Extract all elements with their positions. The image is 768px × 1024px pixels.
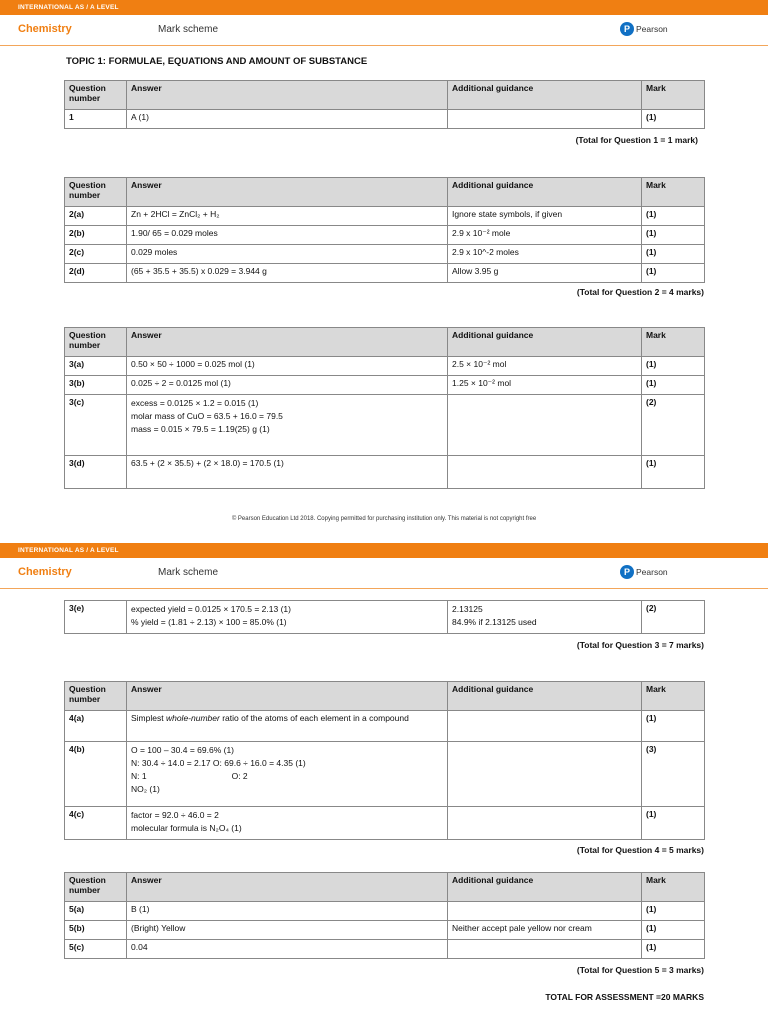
table-header-row [65, 328, 705, 357]
answer-line: molar mass of CuO = 63.5 + 16.0 = 79.5 [131, 411, 283, 421]
col-guidance: Additional guidance [448, 328, 642, 357]
col-question: Question number [65, 682, 127, 711]
question-2-total: (Total for Question 2 = 4 marks) [576, 287, 704, 297]
answer-cell: 63.5 + (2 × 35.5) + (2 × 18.0) = 170.5 (1) [127, 456, 448, 489]
guidance-cell [448, 807, 642, 840]
brand [620, 565, 668, 579]
mark-cell: (2) [642, 395, 705, 456]
col-mark: Mark [642, 873, 705, 902]
mark-cell: (1) [642, 921, 705, 940]
col-mark: Mark [642, 328, 705, 357]
guidance-line: 84.9% if 2.13125 used [452, 617, 537, 627]
guidance-cell [448, 711, 642, 742]
ratio-o: O: 2 [231, 771, 248, 781]
guidance-cell: 2.9 x 10⁻² mole [448, 226, 642, 245]
answer-line [131, 770, 443, 783]
table-header-row [65, 178, 705, 207]
question-5-total: (Total for Question 5 = 3 marks) [576, 965, 704, 975]
answer-cell: 0.025 ÷ 2 = 0.0125 mol (1) [127, 376, 448, 395]
mark-cell: (1) [642, 940, 705, 959]
table-header-row [65, 682, 705, 711]
answer-cell [127, 807, 448, 840]
question-5-table [64, 872, 705, 959]
col-guidance: Additional guidance [448, 178, 642, 207]
col-question: Question number [65, 873, 127, 902]
answer-line: mass = 0.015 × 79.5 = 1.19(25) g (1) [131, 424, 270, 434]
col-mark: Mark [642, 682, 705, 711]
question-number: 4(a) [65, 711, 127, 742]
answer-line: expected yield = 0.0125 × 170.5 = 2.13 (1) [131, 604, 291, 614]
subject-title: Chemistry [18, 566, 72, 578]
table-row [65, 376, 705, 395]
mark-cell: (1) [642, 226, 705, 245]
brand-name: Pearson [636, 567, 668, 577]
col-answer: Answer [127, 682, 448, 711]
col-answer: Answer [127, 873, 448, 902]
col-mark: Mark [642, 81, 705, 110]
question-1-table [64, 80, 705, 129]
brand-name: Pearson [636, 24, 668, 34]
col-guidance: Additional guidance [448, 81, 642, 110]
brand [620, 22, 668, 36]
question-2-table [64, 177, 705, 283]
question-number: 5(b) [65, 921, 127, 940]
table-row [65, 902, 705, 921]
question-number: 4(b) [65, 742, 127, 807]
col-question: Question number [65, 328, 127, 357]
answer-text-start: Simplest [131, 713, 166, 723]
level-banner: INTERNATIONAL AS / A LEVEL [0, 543, 768, 558]
question-1-total: (Total for Question 1 = 1 mark) [575, 135, 698, 145]
mark-cell: (1) [642, 807, 705, 840]
question-4-total: (Total for Question 4 = 5 marks) [576, 845, 704, 855]
table-row [65, 456, 705, 489]
table-row [65, 940, 705, 959]
table-header-row [65, 81, 705, 110]
guidance-cell [448, 601, 642, 634]
guidance-cell [448, 110, 642, 129]
guidance-cell: 2.9 x 10^-2 moles [448, 245, 642, 264]
guidance-cell [448, 940, 642, 959]
guidance-cell [448, 456, 642, 489]
question-3-continued-table [64, 600, 705, 634]
table-row [65, 264, 705, 283]
table-row [65, 921, 705, 940]
mark-cell: (1) [642, 207, 705, 226]
mark-cell: (1) [642, 902, 705, 921]
pearson-logo-icon: P [620, 565, 634, 579]
table-row [65, 601, 705, 634]
mark-cell: (2) [642, 601, 705, 634]
answer-cell: (Bright) Yellow [127, 921, 448, 940]
answer-cell: A (1) [127, 110, 448, 129]
question-number: 5(c) [65, 940, 127, 959]
question-number: 3(d) [65, 456, 127, 489]
guidance-cell: Ignore state symbols, if given [448, 207, 642, 226]
question-number: 2(d) [65, 264, 127, 283]
answer-line: O = 100 – 30.4 = 69.6% (1) [131, 745, 235, 755]
answer-cell: 0.50 × 50 ÷ 1000 = 0.025 mol (1) [127, 357, 448, 376]
page-header [0, 558, 768, 589]
col-answer: Answer [127, 178, 448, 207]
mark-cell: (1) [642, 110, 705, 129]
table-row [65, 207, 705, 226]
table-row [65, 110, 705, 129]
guidance-cell: 2.5 × 10⁻² mol [448, 357, 642, 376]
question-number: 2(b) [65, 226, 127, 245]
answer-cell: 0.04 [127, 940, 448, 959]
page-header [0, 15, 768, 46]
level-banner: INTERNATIONAL AS / A LEVEL [0, 0, 768, 15]
answer-cell: Zn + 2HCl = ZnCl₂ + H₂ [127, 207, 448, 226]
mark-cell: (1) [642, 376, 705, 395]
question-number: 1 [65, 110, 127, 129]
col-guidance: Additional guidance [448, 682, 642, 711]
page-2 [0, 543, 768, 589]
col-guidance: Additional guidance [448, 873, 642, 902]
doc-type-label: Mark scheme [158, 24, 219, 35]
pearson-logo-icon: P [620, 22, 634, 36]
table-row [65, 711, 705, 742]
doc-type-label: Mark scheme [158, 567, 219, 578]
question-number: 3(c) [65, 395, 127, 456]
guidance-cell [448, 902, 642, 921]
answer-cell: 1.90/ 65 = 0.029 moles [127, 226, 448, 245]
answer-cell: B (1) [127, 902, 448, 921]
answer-cell: 0.029 moles [127, 245, 448, 264]
col-question: Question number [65, 178, 127, 207]
guidance-line: 2.13125 [452, 604, 483, 614]
question-number: 2(c) [65, 245, 127, 264]
mark-cell: (1) [642, 456, 705, 489]
answer-line: excess = 0.0125 × 1.2 = 0.015 (1) [131, 398, 259, 408]
answer-cell [127, 395, 448, 456]
table-row [65, 807, 705, 840]
mark-cell: (1) [642, 711, 705, 742]
question-number: 3(a) [65, 357, 127, 376]
guidance-cell [448, 395, 642, 456]
question-number: 5(a) [65, 902, 127, 921]
answer-line: % yield = (1.81 ÷ 2.13) × 100 = 85.0% (1) [131, 617, 287, 627]
answer-cell [127, 601, 448, 634]
question-3-table [64, 327, 705, 489]
question-number: 4(c) [65, 807, 127, 840]
question-number: 2(a) [65, 207, 127, 226]
table-row [65, 245, 705, 264]
table-row [65, 395, 705, 456]
topic-title: TOPIC 1: FORMULAE, EQUATIONS AND AMOUNT OF SUBSTANCE [66, 56, 368, 67]
answer-line: molecular formula is N₂O₄ (1) [131, 823, 242, 833]
mark-cell: (1) [642, 357, 705, 376]
answer-cell: (65 + 35.5 + 35.5) x 0.029 = 3.944 g [127, 264, 448, 283]
answer-emphasis: whole-number [165, 713, 220, 723]
answer-cell [127, 711, 448, 742]
answer-cell [127, 742, 448, 807]
col-question: Question number [65, 81, 127, 110]
col-mark: Mark [642, 178, 705, 207]
guidance-cell: 1.25 × 10⁻² mol [448, 376, 642, 395]
answer-line: NO₂ (1) [131, 784, 160, 794]
question-4-table [64, 681, 705, 840]
table-row [65, 742, 705, 807]
page-1 [0, 0, 768, 46]
answer-text-end: ratio of the atoms of each element in a compound [219, 713, 409, 723]
mark-cell: (1) [642, 245, 705, 264]
answer-line: N: 30.4 ÷ 14.0 = 2.17 O: 69.6 ÷ 16.0 = 4.35 (1) [131, 758, 306, 768]
guidance-cell [448, 742, 642, 807]
table-header-row [65, 873, 705, 902]
assessment-total: TOTAL FOR ASSESSMENT =20 MARKS [545, 992, 704, 1002]
question-number: 3(b) [65, 376, 127, 395]
guidance-cell: Allow 3.95 g [448, 264, 642, 283]
subject-title: Chemistry [18, 23, 72, 35]
table-row [65, 357, 705, 376]
copyright-footer: © Pearson Education Ltd 2018. Copying permitted for purchasing institution only. This material is not copyright free [231, 516, 537, 522]
mark-cell: (3) [642, 742, 705, 807]
col-answer: Answer [127, 81, 448, 110]
question-3-total: (Total for Question 3 = 7 marks) [576, 640, 704, 650]
question-number: 3(e) [65, 601, 127, 634]
guidance-cell: Neither accept pale yellow nor cream [448, 921, 642, 940]
mark-cell: (1) [642, 264, 705, 283]
ratio-n: N: 1 [131, 771, 147, 781]
col-answer: Answer [127, 328, 448, 357]
table-row [65, 226, 705, 245]
answer-line: factor = 92.0 ÷ 46.0 = 2 [131, 810, 219, 820]
